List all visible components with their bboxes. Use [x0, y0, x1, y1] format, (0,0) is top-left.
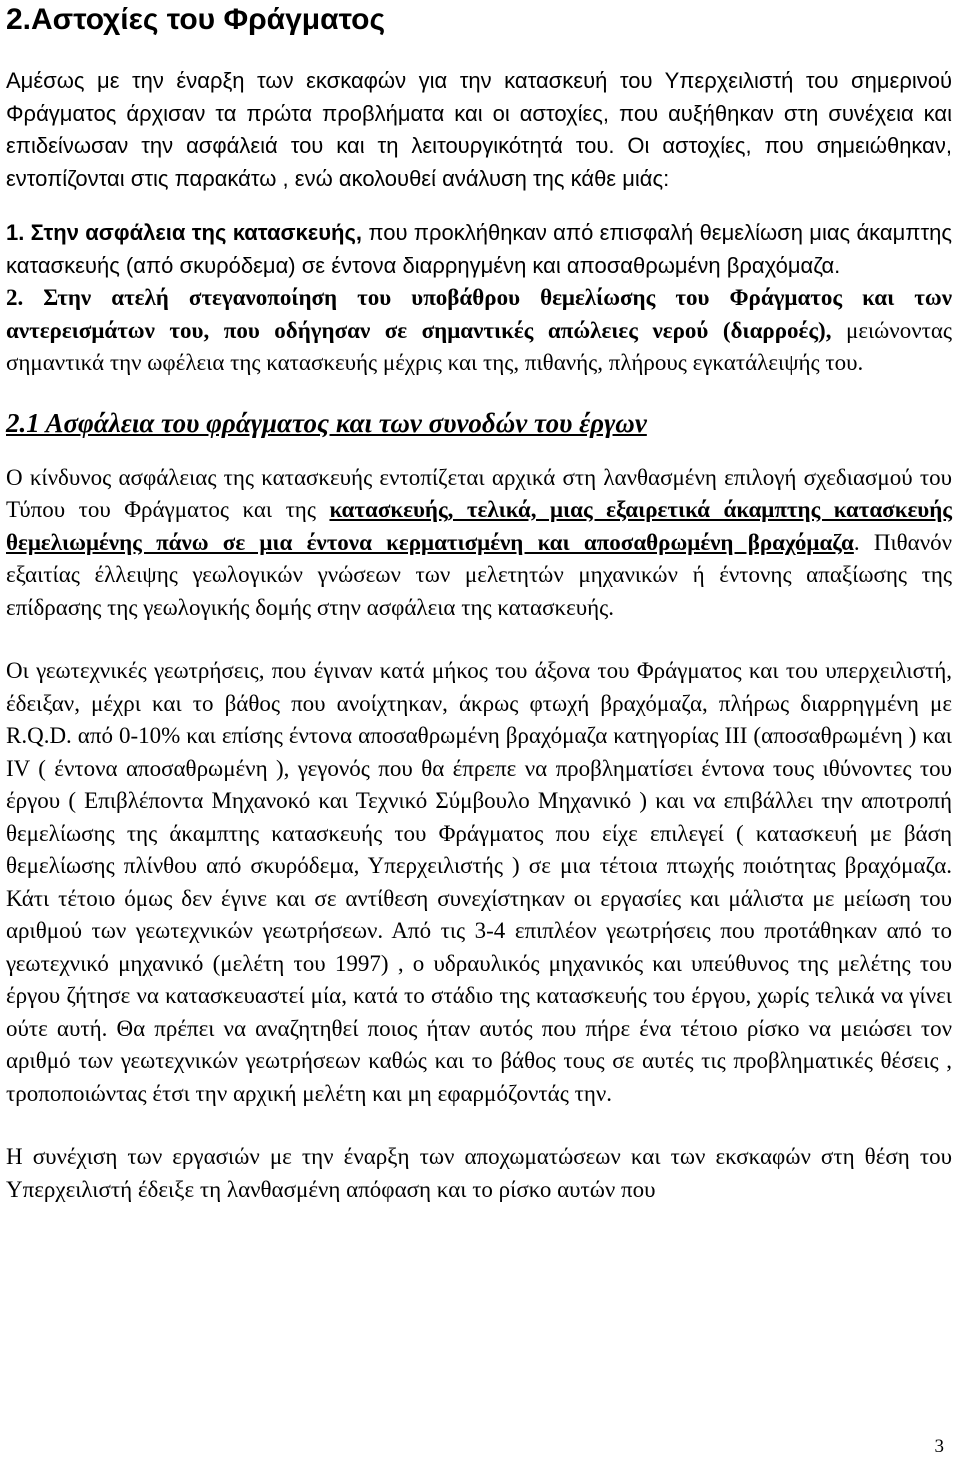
page-number: 3	[934, 1436, 944, 1457]
list-item-1	[6, 217, 952, 282]
paragraph-risk-part1: Ο κίνδυνος ασφάλειας της κατασκευής εντοπίζεται αρχικά στη λανθασμένη επιλογή σχεδιασμού του Τύπου του Φράγματος και της	[6, 464, 952, 522]
list-item-1-lead: 1. Στην ασφάλεια της κατασκευής,	[6, 220, 363, 245]
paragraph-risk-emphasis: κατασκευής, τελικά, μιας εξαιρετικά άκαμπτης κατασκευής θεμελιωμένης πάνω σε μια έντονα κερματισμένη και αποσαθρωμένη βραχόμαζα	[6, 497, 952, 555]
subsection-heading: 2.1 Ασφάλεια του φράγματος και των συνοδών του έργων	[6, 407, 647, 438]
list-item-2-lead: 2. Στην ατελή στεγανοποίηση του υποβάθρου θεμελίωσης του Φράγματος και των αντερεισμάτων του, που οδήγησαν σε σημαντικές απώλειες νερού (διαρροές),	[6, 285, 952, 343]
paragraph-risk	[6, 462, 952, 625]
document-page	[6, 0, 952, 1206]
list-item-1-text: που προκλήθηκαν από επισφαλή θεμελίωση μιας άκαμπτης κατασκευής (από σκυρόδεμα) σε έντονα διαρρηγμένη και αποσαθρωμένη βραχόμαζα.	[6, 220, 953, 278]
intro-paragraph: Αμέσως με την έναρξη των εκσκαφών για την κατασκευή του Υπερχειλιστή του σημερινού Φράγματος άρχισαν τα πρώτα προβλήματα και οι αστοχίες, που αυξήθηκαν στη συνέχεια και επιδείνωσαν την ασφάλειά του και τη λειτουργικότητά του. Οι αστοχίες, που σημειώθηκαν, εντοπίζονται στις παρακάτω , ενώ ακολουθεί ανάλυση της κάθε μιάς:	[6, 68, 952, 191]
paragraph-risk-part2: . Πιθανόν εξαιτίας έλλειψης γεωλογικών γνώσεων των μελετητών μηχανικών ή έντονης απαξίωσης της επίδρασης της γεωλογικής δομής στην ασφάλεια της κατασκευής.	[6, 529, 952, 620]
paragraph-boreholes: Οι γεωτεχνικές γεωτρήσεις, που έγιναν κατά μήκος του άξονα του Φράγματος και του υπερχειλιστή, έδειξαν, μέχρι και το βάθος που ανοίχτηκαν, άκρως φτωχή βραχόμαζα, πλήρως διαρρηγμένη με R.Q.D. από 0-10% και επίσης έντονα αποσαθρωμένη βραχόμαζα κατηγορίας ΙΙΙ (αποσαθρωμένη ) και IV ( έντονα αποσαθρωμένη ), γεγονός που θα έπρεπε να προβληματίσει έντονα τους ιθύνοντες του έργου ( Επιβλέποντα Μηχανοκό και Τεχνικό Σύμβουλο Μηχανικό ) και να επιβάλλει την αποτροπή θεμελίωσης της άκαμπτης κατασκευής του Φράγματος που είχε επιλεγεί ( κατασκευή με βάση θεμελίωσης πλίνθου από σκυρόδεμα, Υπερχειλιστής ) σε μια τέτοια πτωχής ποιότητας βραχόμαζα. Κάτι τέτοιο όμως δεν έγινε και σε αντίθεση συνεχίστηκαν οι εργασίες και μάλιστα με μείωση του αριθμού των γεωτεχνικών γεωτρήσεων. Από τις 3-4 επιπλέον γεωτρήσεις που προτάθηκαν από το γεωτεχνικό μηχανικό (μελέτη του 1997) , ο υδραυλικός μηχανικός και υπεύθυνος της μελέτης του έργου ζήτησε να κατασκευαστεί μία, κατά το στάδιο της κατασκευής του έργου, χωρίς τελικά να γίνει ούτε αυτή. Θα πρέπει να αναζητηθεί ποιος ήταν αυτός που πήρε ένα τέτοιο ρίσκο να μειώσει τον αριθμό των γεωτεχνικών γεωτρήσεων καθώς και το βάθος τους σε αυτές τις προβληματικές θέσεις , τροποποιώντας έτσι την αρχική μελέτη και μη εφαρμόζοντάς την.	[6, 658, 952, 1106]
list-item-2	[6, 282, 952, 380]
list-item-2-text: μειώνοντας σημαντικά την ωφέλεια της κατασκευής μέχρις και της, πιθανής, πλήρους εγκατάλειψής του.	[6, 317, 953, 375]
paragraph-continuation: Η συνέχιση των εργασιών με την έναρξη των αποχωματώσεων και των εκσκαφών στη θέση του Υπερχειλιστή έδειξε τη λανθασμένη απόφαση και το ρίσκο αυτών που	[6, 1144, 952, 1202]
section-heading: 2.Αστοχίες του Φράγματος	[6, 3, 386, 36]
